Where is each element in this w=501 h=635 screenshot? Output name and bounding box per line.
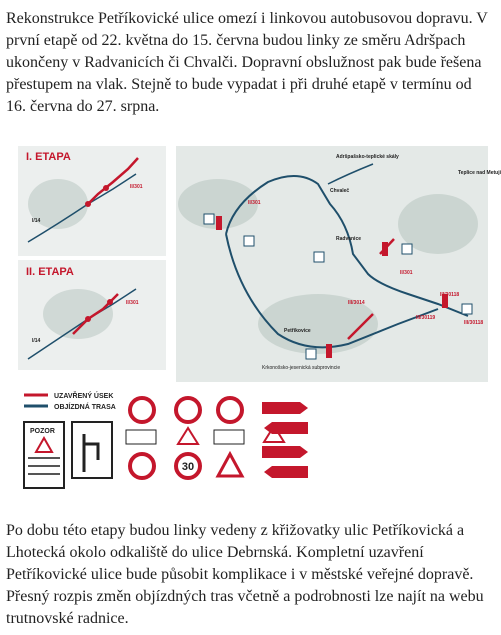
road-label: I/14 bbox=[32, 218, 41, 224]
direction-sign bbox=[72, 422, 112, 478]
no-entry-sign bbox=[130, 398, 154, 422]
map-place-label: Krkonošsko-jesenická subprovincie bbox=[262, 365, 341, 371]
legend-detour-label: OBJÍZDNÁ TRASA bbox=[54, 404, 116, 411]
article-paragraph-detail: Po dobu této etapy budou linky vedeny z křižovatky ulic Petříkovická a Lhotecká okolo odkaliště do ulice Debrnská. Kompletní uzavření Petříkovické ulice bude působit komplikace i v městské veřejné dopravě. Přesný rozpis změn objízdných tras včetně a podrobnosti lze najít na webu trutnovské radnice. bbox=[6, 522, 484, 627]
road-label: II/301 bbox=[248, 200, 261, 206]
no-vehicles-sign bbox=[176, 398, 200, 422]
road-label: III/30119 bbox=[416, 315, 436, 321]
warning-triangle-sign bbox=[178, 428, 198, 444]
road-label: III/30118 bbox=[440, 292, 460, 298]
map-place-label: Chvaleč bbox=[330, 188, 350, 194]
map-place-label: Petříkovice bbox=[284, 328, 311, 334]
map-place-label: Teplice nad Metují bbox=[458, 170, 501, 176]
road-label: II/301 bbox=[126, 300, 139, 306]
road-label: I/14 bbox=[32, 338, 41, 344]
no-overtaking-sign bbox=[130, 454, 154, 478]
no-vehicles-sign-2 bbox=[218, 398, 242, 422]
etapa-2-label: II. ETAPA bbox=[26, 266, 74, 278]
speed-limit-value: 30 bbox=[181, 461, 195, 473]
legend-closed-label: UZAVŘENÝ ÚSEK bbox=[54, 393, 114, 400]
pozor-sign-label: POZOR bbox=[30, 428, 55, 435]
map-place-label: Radvanice bbox=[336, 236, 362, 242]
map-place-label: Adršpašsko-teplické skály bbox=[336, 154, 399, 160]
detour-map-image bbox=[18, 144, 501, 494]
etapa-1-label: I. ETAPA bbox=[26, 151, 71, 163]
article-paragraph-intro: Rekonstrukce Petříkovické ulice omezí i linkovou autobusovou dopravu. V první etapě od 22. května do 15. června budou linky ze směru Adršpach ukončeny v Radvanicích či Chvalči. Dopravní obslužnost pak bude řešena přestupem na vlak. Stejně to bude vypadat i při druhé etapě v termínu od 16. června do 27. srpna. bbox=[6, 10, 488, 115]
detour-map-graphic bbox=[18, 144, 501, 494]
road-label: III/3014 bbox=[348, 300, 365, 306]
road-label: II/301 bbox=[130, 184, 143, 190]
road-label: II/301 bbox=[400, 270, 413, 276]
road-label: III/30118 bbox=[464, 320, 484, 326]
roadworks-sign bbox=[218, 454, 242, 476]
